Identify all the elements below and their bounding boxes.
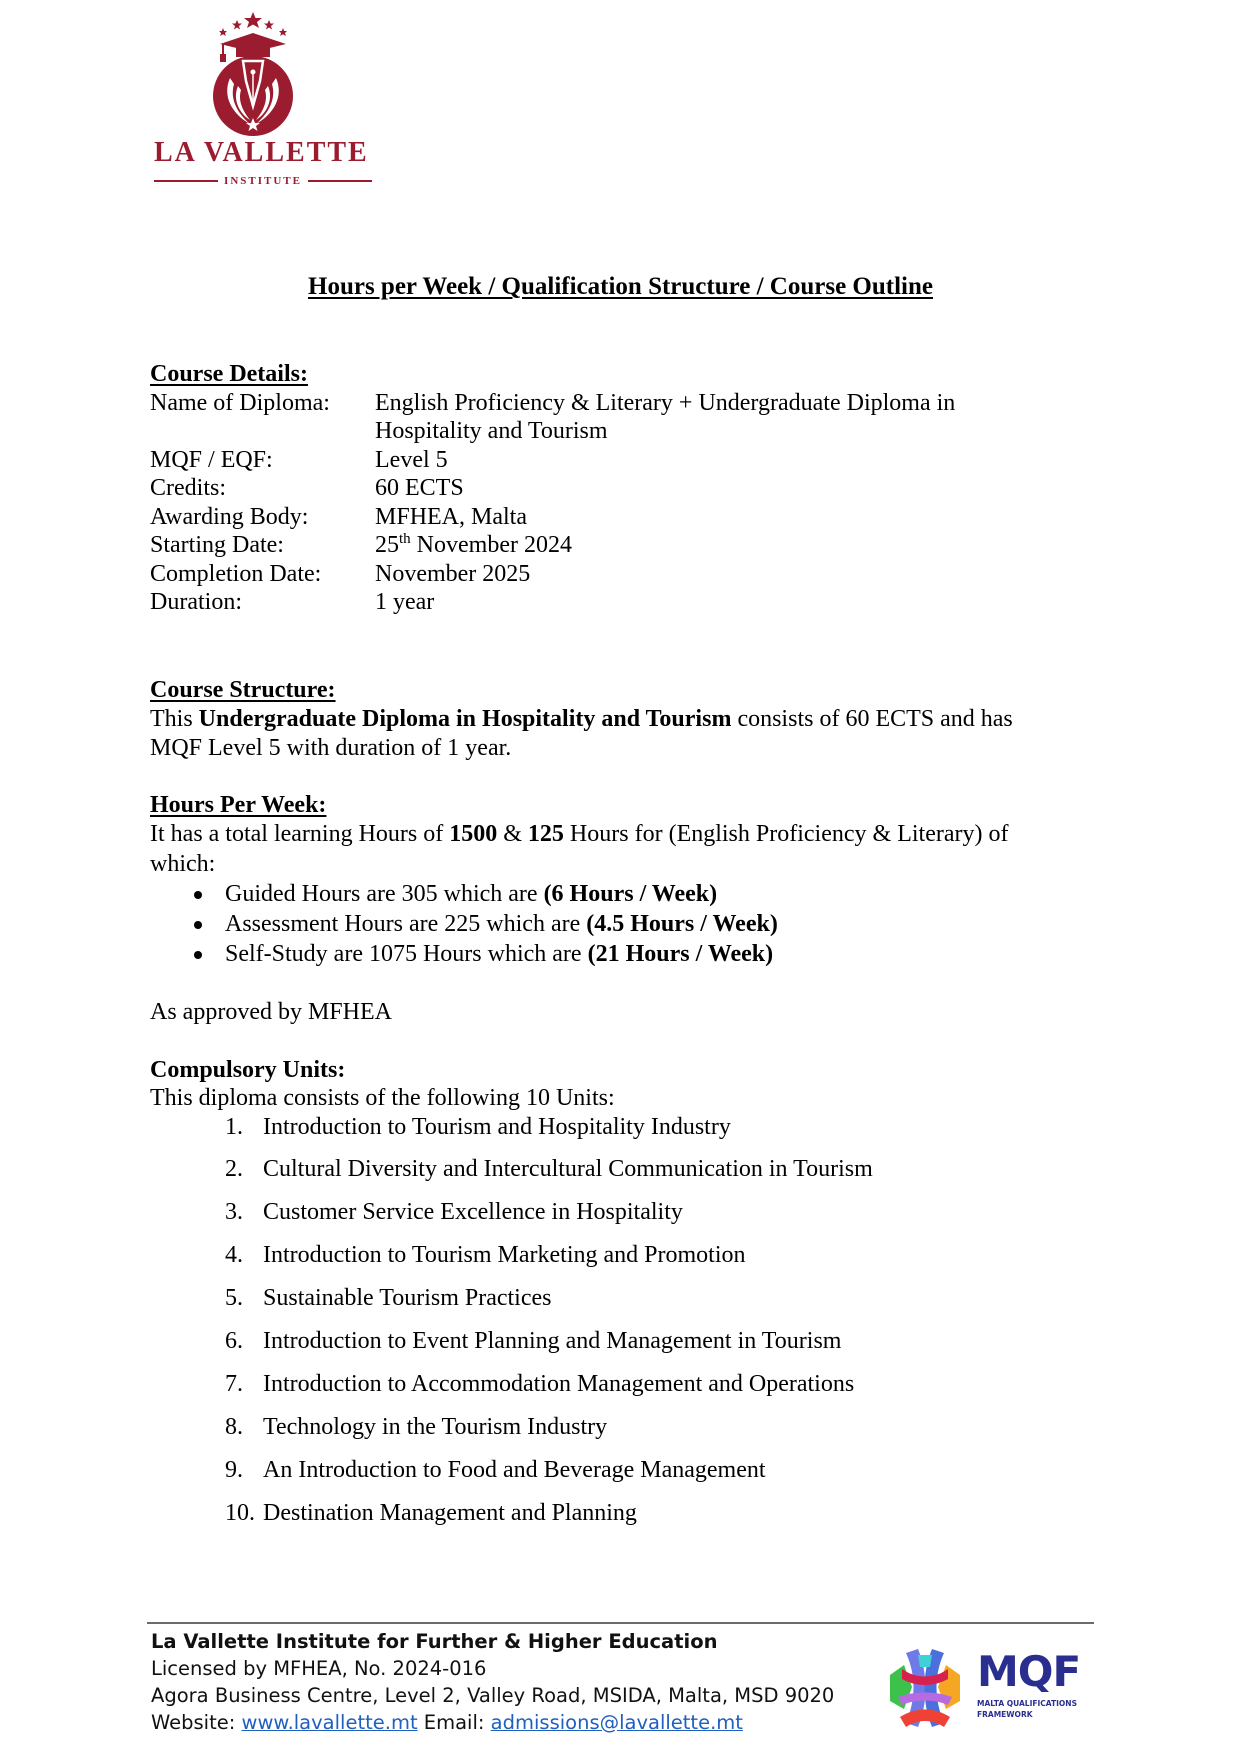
unit-list-item — [0, 1456, 1000, 1486]
bullet-icon — [194, 921, 202, 929]
unit-number: 1. — [225, 1114, 243, 1140]
detail-value: 1 year — [375, 589, 435, 615]
course-details-heading: Course Details: — [150, 361, 308, 387]
document-title: Hours per Week / Qualification Structure / Course Outline — [308, 273, 933, 300]
logo-star-icon — [219, 28, 227, 36]
detail-label: Name of Diploma: — [150, 390, 330, 416]
detail-value: MFHEA, Malta — [375, 504, 527, 530]
footer-address: Agora Business Centre, Level 2, Valley Road, MSIDA, Malta, MSD 9020 — [151, 1684, 835, 1707]
unit-name: An Introduction to Food and Beverage Management — [263, 1457, 766, 1483]
detail-label: Credits: — [150, 475, 226, 501]
mqf-emblem-icon — [882, 1645, 968, 1731]
detail-row-credits — [150, 474, 1050, 503]
la-vallette-logo — [150, 8, 390, 193]
approval-note: As approved by MFHEA — [150, 999, 392, 1025]
hours-intro-text: It has a total learning Hours of 1500 & 125 Hours for (English Proficiency & Literary) of — [150, 821, 1009, 847]
unit-number: 4. — [225, 1242, 243, 1268]
compulsory-units-heading: Compulsory Units: — [150, 1057, 346, 1083]
detail-value: November 2025 — [375, 561, 531, 587]
unit-name: Sustainable Tourism Practices — [263, 1285, 552, 1311]
detail-label: Starting Date: — [150, 532, 284, 558]
detail-label: Awarding Body: — [150, 504, 309, 530]
course-structure-text-continued: MQF Level 5 with duration of 1 year. — [150, 735, 512, 761]
unit-name: Introduction to Tourism and Hospitality Industry — [263, 1114, 731, 1140]
unit-name: Customer Service Excellence in Hospitality — [263, 1199, 683, 1225]
unit-number: 3. — [225, 1199, 243, 1225]
logo-wordmark: LA VALLETTE — [154, 137, 369, 168]
unit-number: 8. — [225, 1414, 243, 1440]
unit-list-item — [0, 1113, 1000, 1143]
detail-row-completion-date — [150, 560, 1050, 589]
hours-per-week-heading: Hours Per Week: — [150, 792, 327, 818]
unit-number: 5. — [225, 1285, 243, 1311]
logo-star-icon — [279, 28, 287, 36]
logo-star-icon — [244, 12, 262, 28]
footer-contact — [151, 1709, 743, 1736]
unit-list-item — [0, 1198, 1000, 1228]
mqf-subtitle-line2: FRAMEWORK — [977, 1710, 1033, 1719]
footer-divider — [147, 1622, 1094, 1624]
unit-number: 7. — [225, 1371, 243, 1397]
detail-value: English Proficiency & Literary + Undergraduate Diploma in — [375, 390, 956, 416]
bullet-icon — [194, 891, 202, 899]
logo-rule-right — [308, 180, 372, 182]
unit-list-item — [0, 1284, 1000, 1314]
unit-number: 6. — [225, 1328, 243, 1354]
website-link[interactable]: www.lavallette.mt — [241, 1711, 418, 1734]
unit-name: Introduction to Event Planning and Management in Tourism — [263, 1328, 842, 1354]
logo-emblem-icon — [150, 8, 370, 138]
bullet-icon — [194, 951, 202, 959]
detail-value: 60 ECTS — [375, 475, 464, 501]
unit-number: 2. — [225, 1156, 243, 1182]
logo-subtitle-row — [154, 174, 372, 188]
bullet-item: Assessment Hours are 225 which are (4.5 Hours / Week) — [0, 910, 1000, 940]
unit-list-item — [0, 1499, 1000, 1529]
logo-star-icon — [232, 20, 242, 30]
unit-list-item — [0, 1155, 1000, 1185]
unit-list-item — [0, 1327, 1000, 1357]
unit-name: Technology in the Tourism Industry — [263, 1414, 608, 1440]
detail-row-name-of-diploma-continued — [150, 417, 1050, 446]
compulsory-units-intro: This diploma consists of the following 10 Units: — [150, 1085, 615, 1111]
course-structure-text: This Undergraduate Diploma in Hospitality and Tourism consists of 60 ECTS and has — [150, 706, 1013, 732]
detail-value: Level 5 — [375, 447, 448, 473]
email-label: Email: — [417, 1711, 491, 1734]
unit-name: Destination Management and Planning — [263, 1500, 637, 1526]
unit-number: 10. — [225, 1500, 255, 1526]
footer-institution-name: La Vallette Institute for Further & Higher Education — [151, 1630, 718, 1653]
detail-label: Duration: — [150, 589, 242, 615]
unit-list-item — [0, 1241, 1000, 1271]
mqf-subtitle-line1: MALTA QUALIFICATIONS — [977, 1699, 1077, 1708]
detail-row-mqf-eqf — [150, 446, 1050, 475]
mqf-logo — [882, 1645, 1097, 1735]
unit-name: Cultural Diversity and Intercultural Communication in Tourism — [263, 1156, 873, 1182]
hours-intro-text-continued: which: — [150, 851, 216, 877]
bullet-item: Guided Hours are 305 which are (6 Hours / Week) — [0, 880, 1000, 910]
detail-value: 25th November 2024 — [375, 531, 572, 558]
bullet-item: Self-Study are 1075 Hours which are (21 Hours / Week) — [0, 940, 1000, 970]
detail-row-awarding-body — [150, 503, 1050, 532]
unit-list-item — [0, 1370, 1000, 1400]
mqf-wordmark: MQF — [977, 1647, 1081, 1696]
unit-number: 9. — [225, 1457, 243, 1483]
footer-license: Licensed by MFHEA, No. 2024-016 — [151, 1657, 487, 1680]
website-label: Website: — [151, 1711, 242, 1734]
detail-label: Completion Date: — [150, 561, 322, 587]
logo-rule-left — [154, 180, 218, 182]
unit-name: Introduction to Tourism Marketing and Promotion — [263, 1242, 746, 1268]
logo-star-icon — [264, 20, 274, 30]
unit-list-item — [0, 1413, 1000, 1443]
course-structure-heading: Course Structure: — [150, 677, 336, 703]
detail-value-continued: Hospitality and Tourism — [375, 418, 608, 444]
detail-row-name-of-diploma — [150, 389, 1050, 418]
detail-row-starting-date — [150, 531, 1050, 560]
logo-subtitle: INSTITUTE — [224, 175, 302, 187]
detail-label: MQF / EQF: — [150, 447, 273, 473]
detail-row-duration — [150, 588, 1050, 617]
email-link[interactable]: admissions@lavallette.mt — [490, 1711, 743, 1734]
unit-name: Introduction to Accommodation Management and Operations — [263, 1371, 855, 1397]
